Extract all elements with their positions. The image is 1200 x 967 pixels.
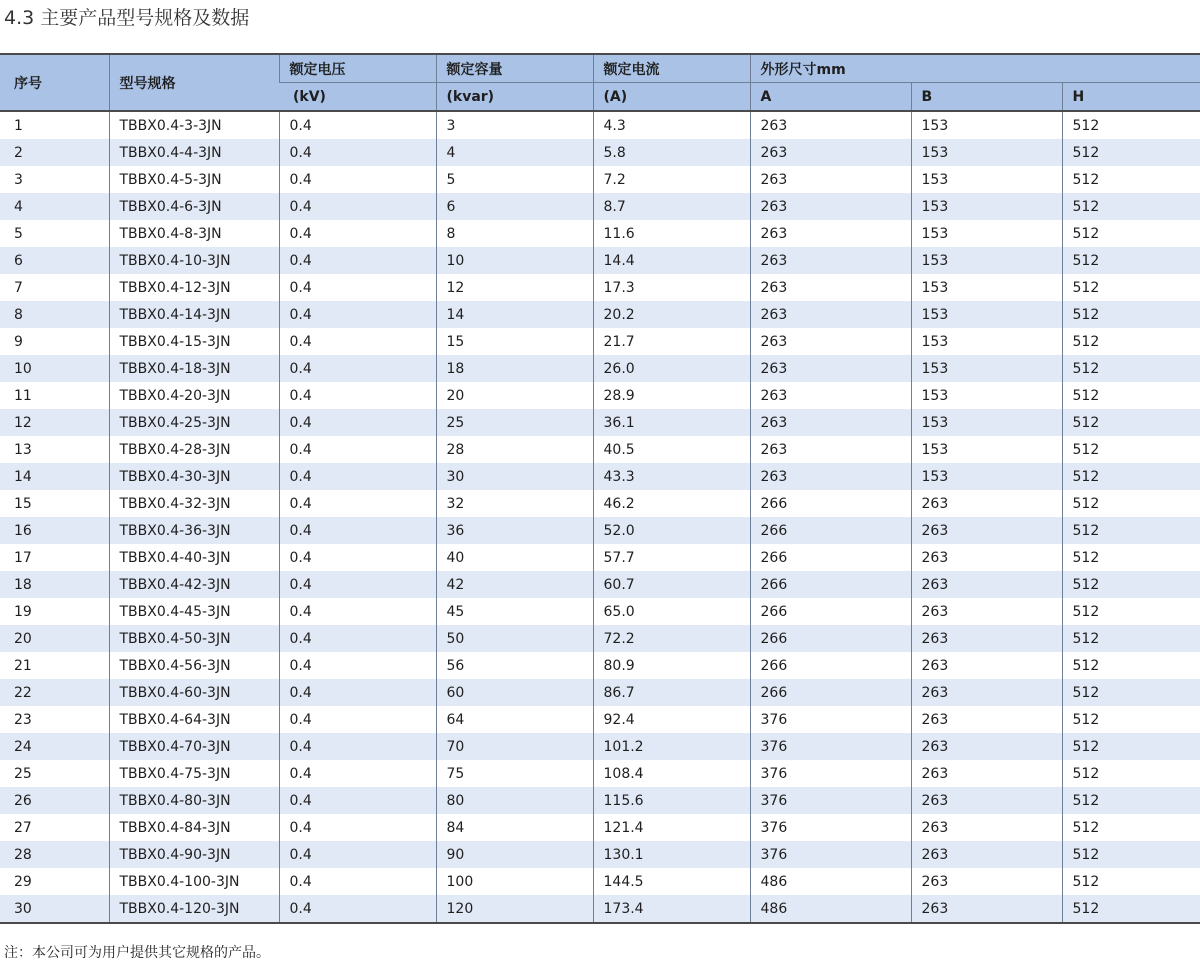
cell-voltage: 0.4 [279, 841, 436, 868]
cell-capacity: 18 [436, 355, 593, 382]
cell-model: TBBX0.4-32-3JN [109, 490, 279, 517]
header-model: 型号规格 [109, 54, 279, 111]
cell-capacity: 28 [436, 436, 593, 463]
cell-dim-b: 263 [911, 760, 1062, 787]
cell-dim-h: 512 [1062, 706, 1200, 733]
cell-voltage: 0.4 [279, 733, 436, 760]
cell-voltage: 0.4 [279, 274, 436, 301]
cell-seq: 11 [0, 382, 109, 409]
cell-seq: 25 [0, 760, 109, 787]
table-row [0, 787, 1200, 814]
cell-dim-b: 153 [911, 220, 1062, 247]
cell-current: 121.4 [593, 814, 750, 841]
cell-dim-h: 512 [1062, 328, 1200, 355]
cell-capacity: 32 [436, 490, 593, 517]
cell-model: TBBX0.4-100-3JN [109, 868, 279, 895]
cell-capacity: 30 [436, 463, 593, 490]
cell-voltage: 0.4 [279, 490, 436, 517]
table-row [0, 679, 1200, 706]
cell-model: TBBX0.4-45-3JN [109, 598, 279, 625]
cell-current: 80.9 [593, 652, 750, 679]
cell-current: 92.4 [593, 706, 750, 733]
cell-current: 5.8 [593, 139, 750, 166]
cell-dim-b: 263 [911, 490, 1062, 517]
cell-dim-a: 263 [750, 355, 911, 382]
table-body [0, 111, 1200, 923]
cell-capacity: 42 [436, 571, 593, 598]
cell-dim-h: 512 [1062, 220, 1200, 247]
cell-capacity: 15 [436, 328, 593, 355]
cell-current: 4.3 [593, 111, 750, 139]
cell-current: 17.3 [593, 274, 750, 301]
cell-dim-h: 512 [1062, 517, 1200, 544]
table-row [0, 895, 1200, 923]
cell-dim-b: 153 [911, 436, 1062, 463]
cell-dim-b: 153 [911, 328, 1062, 355]
cell-voltage: 0.4 [279, 652, 436, 679]
table-row [0, 111, 1200, 139]
cell-dim-b: 263 [911, 625, 1062, 652]
cell-dim-a: 263 [750, 382, 911, 409]
cell-voltage: 0.4 [279, 220, 436, 247]
cell-capacity: 45 [436, 598, 593, 625]
table-row [0, 544, 1200, 571]
table-row [0, 409, 1200, 436]
table-header-row-1 [0, 54, 1200, 83]
cell-model: TBBX0.4-5-3JN [109, 166, 279, 193]
cell-model: TBBX0.4-60-3JN [109, 679, 279, 706]
cell-current: 11.6 [593, 220, 750, 247]
cell-dim-h: 512 [1062, 111, 1200, 139]
cell-voltage: 0.4 [279, 382, 436, 409]
cell-dim-h: 512 [1062, 679, 1200, 706]
cell-dim-h: 512 [1062, 652, 1200, 679]
cell-capacity: 8 [436, 220, 593, 247]
cell-dim-a: 266 [750, 625, 911, 652]
cell-capacity: 10 [436, 247, 593, 274]
cell-seq: 6 [0, 247, 109, 274]
table-row [0, 706, 1200, 733]
cell-model: TBBX0.4-84-3JN [109, 814, 279, 841]
cell-capacity: 36 [436, 517, 593, 544]
cell-dim-b: 263 [911, 895, 1062, 923]
cell-seq: 27 [0, 814, 109, 841]
cell-dim-a: 263 [750, 111, 911, 139]
cell-dim-a: 263 [750, 274, 911, 301]
header-dim-b: B [911, 83, 1062, 112]
cell-current: 43.3 [593, 463, 750, 490]
table-row [0, 760, 1200, 787]
cell-seq: 13 [0, 436, 109, 463]
cell-dim-b: 153 [911, 166, 1062, 193]
cell-dim-h: 512 [1062, 274, 1200, 301]
cell-dim-b: 153 [911, 193, 1062, 220]
cell-dim-h: 512 [1062, 247, 1200, 274]
cell-model: TBBX0.4-56-3JN [109, 652, 279, 679]
cell-dim-a: 266 [750, 571, 911, 598]
cell-dim-b: 153 [911, 301, 1062, 328]
cell-dim-a: 376 [750, 814, 911, 841]
cell-dim-a: 486 [750, 868, 911, 895]
cell-seq: 10 [0, 355, 109, 382]
cell-current: 101.2 [593, 733, 750, 760]
cell-seq: 16 [0, 517, 109, 544]
table-row [0, 301, 1200, 328]
cell-voltage: 0.4 [279, 436, 436, 463]
cell-voltage: 0.4 [279, 544, 436, 571]
cell-voltage: 0.4 [279, 760, 436, 787]
cell-capacity: 6 [436, 193, 593, 220]
cell-capacity: 70 [436, 733, 593, 760]
cell-model: TBBX0.4-75-3JN [109, 760, 279, 787]
cell-dim-a: 263 [750, 193, 911, 220]
cell-dim-a: 376 [750, 706, 911, 733]
cell-dim-a: 266 [750, 652, 911, 679]
cell-model: TBBX0.4-42-3JN [109, 571, 279, 598]
header-dimensions: 外形尺寸mm [750, 54, 1200, 83]
cell-model: TBBX0.4-4-3JN [109, 139, 279, 166]
cell-seq: 21 [0, 652, 109, 679]
cell-dim-a: 266 [750, 598, 911, 625]
cell-capacity: 4 [436, 139, 593, 166]
cell-capacity: 64 [436, 706, 593, 733]
cell-capacity: 75 [436, 760, 593, 787]
table-row [0, 139, 1200, 166]
table-row [0, 355, 1200, 382]
cell-dim-a: 263 [750, 463, 911, 490]
cell-seq: 26 [0, 787, 109, 814]
cell-dim-h: 512 [1062, 139, 1200, 166]
cell-current: 14.4 [593, 247, 750, 274]
table-row [0, 652, 1200, 679]
table-row [0, 517, 1200, 544]
cell-seq: 5 [0, 220, 109, 247]
cell-voltage: 0.4 [279, 517, 436, 544]
cell-current: 108.4 [593, 760, 750, 787]
cell-dim-h: 512 [1062, 301, 1200, 328]
cell-dim-b: 153 [911, 463, 1062, 490]
cell-model: TBBX0.4-28-3JN [109, 436, 279, 463]
table-row [0, 193, 1200, 220]
cell-current: 130.1 [593, 841, 750, 868]
cell-seq: 17 [0, 544, 109, 571]
cell-current: 65.0 [593, 598, 750, 625]
cell-model: TBBX0.4-6-3JN [109, 193, 279, 220]
cell-capacity: 50 [436, 625, 593, 652]
cell-seq: 15 [0, 490, 109, 517]
table-row [0, 274, 1200, 301]
cell-seq: 8 [0, 301, 109, 328]
cell-dim-h: 512 [1062, 598, 1200, 625]
cell-voltage: 0.4 [279, 706, 436, 733]
header-dim-h: H [1062, 83, 1200, 112]
cell-voltage: 0.4 [279, 139, 436, 166]
cell-current: 115.6 [593, 787, 750, 814]
cell-current: 20.2 [593, 301, 750, 328]
cell-seq: 12 [0, 409, 109, 436]
cell-model: TBBX0.4-20-3JN [109, 382, 279, 409]
cell-seq: 2 [0, 139, 109, 166]
cell-current: 72.2 [593, 625, 750, 652]
table-row [0, 868, 1200, 895]
cell-dim-a: 263 [750, 247, 911, 274]
cell-dim-a: 266 [750, 544, 911, 571]
cell-current: 57.7 [593, 544, 750, 571]
cell-dim-h: 512 [1062, 409, 1200, 436]
cell-dim-h: 512 [1062, 895, 1200, 923]
table-row [0, 625, 1200, 652]
cell-voltage: 0.4 [279, 409, 436, 436]
cell-voltage: 0.4 [279, 355, 436, 382]
cell-dim-h: 512 [1062, 436, 1200, 463]
header-current: 额定电流 [593, 54, 750, 83]
table-row [0, 166, 1200, 193]
cell-model: TBBX0.4-25-3JN [109, 409, 279, 436]
cell-seq: 19 [0, 598, 109, 625]
cell-voltage: 0.4 [279, 679, 436, 706]
cell-model: TBBX0.4-120-3JN [109, 895, 279, 923]
table-row [0, 328, 1200, 355]
table-row [0, 571, 1200, 598]
cell-dim-b: 263 [911, 733, 1062, 760]
cell-dim-b: 153 [911, 111, 1062, 139]
cell-model: TBBX0.4-12-3JN [109, 274, 279, 301]
cell-model: TBBX0.4-90-3JN [109, 841, 279, 868]
cell-dim-a: 376 [750, 841, 911, 868]
cell-dim-h: 512 [1062, 382, 1200, 409]
cell-dim-a: 486 [750, 895, 911, 923]
cell-dim-h: 512 [1062, 463, 1200, 490]
cell-seq: 9 [0, 328, 109, 355]
cell-dim-b: 263 [911, 706, 1062, 733]
cell-seq: 7 [0, 274, 109, 301]
cell-dim-h: 512 [1062, 193, 1200, 220]
cell-dim-b: 153 [911, 355, 1062, 382]
cell-current: 26.0 [593, 355, 750, 382]
cell-current: 60.7 [593, 571, 750, 598]
table-row [0, 733, 1200, 760]
header-dim-a: A [750, 83, 911, 112]
cell-voltage: 0.4 [279, 868, 436, 895]
cell-model: TBBX0.4-36-3JN [109, 517, 279, 544]
cell-dim-b: 263 [911, 841, 1062, 868]
cell-current: 8.7 [593, 193, 750, 220]
cell-voltage: 0.4 [279, 895, 436, 923]
cell-dim-b: 153 [911, 382, 1062, 409]
cell-dim-b: 263 [911, 814, 1062, 841]
cell-model: TBBX0.4-40-3JN [109, 544, 279, 571]
cell-current: 40.5 [593, 436, 750, 463]
cell-seq: 28 [0, 841, 109, 868]
cell-dim-a: 376 [750, 787, 911, 814]
cell-dim-a: 266 [750, 517, 911, 544]
cell-dim-b: 263 [911, 598, 1062, 625]
table-row [0, 382, 1200, 409]
cell-dim-a: 376 [750, 760, 911, 787]
table-row [0, 841, 1200, 868]
cell-model: TBBX0.4-70-3JN [109, 733, 279, 760]
cell-dim-b: 263 [911, 787, 1062, 814]
cell-dim-b: 153 [911, 409, 1062, 436]
cell-model: TBBX0.4-18-3JN [109, 355, 279, 382]
cell-seq: 3 [0, 166, 109, 193]
header-capacity-unit: (kvar) [436, 83, 593, 112]
cell-capacity: 5 [436, 166, 593, 193]
cell-dim-h: 512 [1062, 625, 1200, 652]
header-voltage-unit: (kV) [279, 83, 436, 112]
cell-voltage: 0.4 [279, 193, 436, 220]
cell-model: TBBX0.4-80-3JN [109, 787, 279, 814]
cell-dim-b: 263 [911, 679, 1062, 706]
cell-model: TBBX0.4-10-3JN [109, 247, 279, 274]
cell-dim-h: 512 [1062, 841, 1200, 868]
cell-seq: 22 [0, 679, 109, 706]
table-row [0, 814, 1200, 841]
cell-capacity: 40 [436, 544, 593, 571]
cell-current: 28.9 [593, 382, 750, 409]
cell-current: 86.7 [593, 679, 750, 706]
cell-current: 36.1 [593, 409, 750, 436]
cell-seq: 30 [0, 895, 109, 923]
cell-dim-a: 266 [750, 679, 911, 706]
cell-dim-a: 263 [750, 409, 911, 436]
cell-dim-a: 263 [750, 301, 911, 328]
cell-dim-h: 512 [1062, 571, 1200, 598]
cell-dim-a: 263 [750, 139, 911, 166]
cell-voltage: 0.4 [279, 814, 436, 841]
cell-capacity: 80 [436, 787, 593, 814]
cell-dim-h: 512 [1062, 355, 1200, 382]
cell-model: TBBX0.4-3-3JN [109, 111, 279, 139]
cell-capacity: 90 [436, 841, 593, 868]
header-voltage: 额定电压 [279, 54, 436, 83]
cell-capacity: 3 [436, 111, 593, 139]
table-row [0, 598, 1200, 625]
cell-voltage: 0.4 [279, 111, 436, 139]
cell-voltage: 0.4 [279, 571, 436, 598]
cell-seq: 23 [0, 706, 109, 733]
cell-dim-b: 263 [911, 544, 1062, 571]
cell-capacity: 120 [436, 895, 593, 923]
cell-capacity: 84 [436, 814, 593, 841]
cell-dim-b: 153 [911, 247, 1062, 274]
cell-model: TBBX0.4-8-3JN [109, 220, 279, 247]
cell-current: 144.5 [593, 868, 750, 895]
cell-model: TBBX0.4-30-3JN [109, 463, 279, 490]
cell-current: 21.7 [593, 328, 750, 355]
header-seq: 序号 [0, 54, 109, 111]
table-row [0, 247, 1200, 274]
cell-dim-h: 512 [1062, 544, 1200, 571]
cell-dim-a: 376 [750, 733, 911, 760]
cell-dim-a: 266 [750, 490, 911, 517]
cell-seq: 1 [0, 111, 109, 139]
cell-seq: 14 [0, 463, 109, 490]
cell-voltage: 0.4 [279, 625, 436, 652]
cell-voltage: 0.4 [279, 787, 436, 814]
cell-seq: 24 [0, 733, 109, 760]
table-row [0, 436, 1200, 463]
cell-seq: 20 [0, 625, 109, 652]
cell-dim-a: 263 [750, 328, 911, 355]
cell-dim-a: 263 [750, 220, 911, 247]
cell-dim-h: 512 [1062, 868, 1200, 895]
cell-model: TBBX0.4-50-3JN [109, 625, 279, 652]
product-spec-table [0, 53, 1200, 924]
cell-capacity: 14 [436, 301, 593, 328]
header-current-unit: (A) [593, 83, 750, 112]
cell-current: 173.4 [593, 895, 750, 923]
cell-capacity: 20 [436, 382, 593, 409]
cell-dim-b: 263 [911, 571, 1062, 598]
cell-capacity: 12 [436, 274, 593, 301]
cell-capacity: 100 [436, 868, 593, 895]
cell-model: TBBX0.4-15-3JN [109, 328, 279, 355]
section-title: 4.3 主要产品型号规格及数据 [4, 7, 250, 29]
cell-voltage: 0.4 [279, 301, 436, 328]
cell-dim-a: 263 [750, 436, 911, 463]
cell-seq: 18 [0, 571, 109, 598]
cell-dim-a: 263 [750, 166, 911, 193]
cell-voltage: 0.4 [279, 166, 436, 193]
cell-capacity: 25 [436, 409, 593, 436]
cell-dim-h: 512 [1062, 166, 1200, 193]
cell-current: 52.0 [593, 517, 750, 544]
cell-dim-h: 512 [1062, 814, 1200, 841]
cell-dim-b: 153 [911, 274, 1062, 301]
cell-dim-h: 512 [1062, 787, 1200, 814]
cell-dim-b: 263 [911, 652, 1062, 679]
cell-current: 7.2 [593, 166, 750, 193]
table-row [0, 220, 1200, 247]
cell-voltage: 0.4 [279, 328, 436, 355]
table-row [0, 463, 1200, 490]
cell-seq: 29 [0, 868, 109, 895]
cell-voltage: 0.4 [279, 463, 436, 490]
table-row [0, 490, 1200, 517]
cell-voltage: 0.4 [279, 247, 436, 274]
cell-dim-h: 512 [1062, 733, 1200, 760]
cell-capacity: 56 [436, 652, 593, 679]
cell-model: TBBX0.4-14-3JN [109, 301, 279, 328]
cell-dim-b: 153 [911, 139, 1062, 166]
cell-dim-h: 512 [1062, 490, 1200, 517]
cell-dim-b: 263 [911, 868, 1062, 895]
cell-seq: 4 [0, 193, 109, 220]
cell-capacity: 60 [436, 679, 593, 706]
cell-model: TBBX0.4-64-3JN [109, 706, 279, 733]
header-capacity: 额定容量 [436, 54, 593, 83]
cell-voltage: 0.4 [279, 598, 436, 625]
cell-dim-h: 512 [1062, 760, 1200, 787]
cell-dim-b: 263 [911, 517, 1062, 544]
cell-current: 46.2 [593, 490, 750, 517]
footnote: 注：本公司可为用户提供其它规格的产品。 [4, 945, 270, 961]
